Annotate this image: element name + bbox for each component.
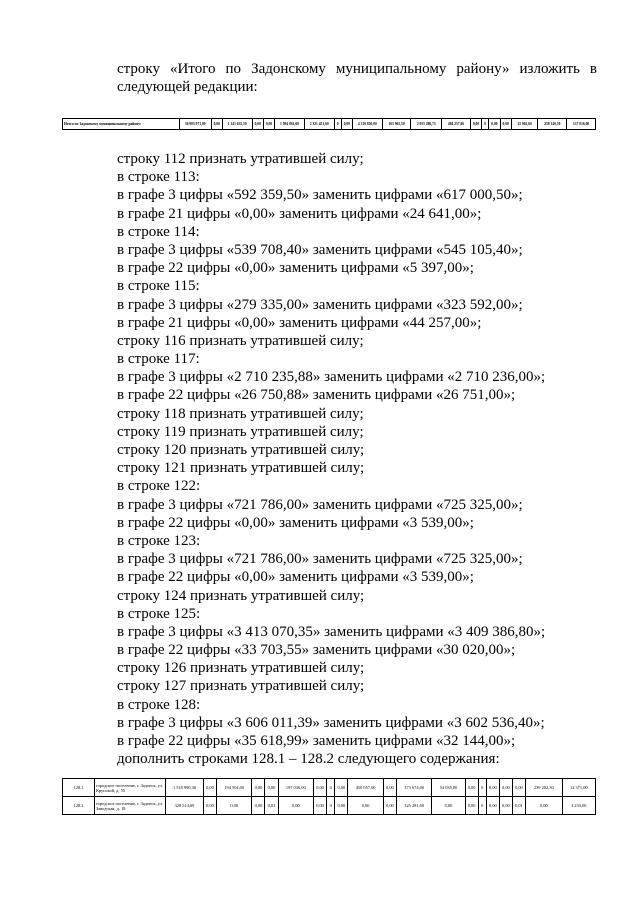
total-cell: 2 321 451,60: [304, 119, 334, 130]
amendment-line: в графе 3 цифры «279 335,00» заменить цифрами «323 592,00»;: [117, 296, 523, 313]
value-cell: 0,00: [265, 779, 278, 797]
amendment-line: дополнить строками 128.1 – 128.2 следующего содержания:: [117, 751, 500, 768]
total-cell: 0: [482, 119, 489, 130]
amendment-line: в строке 117:: [117, 351, 200, 368]
value-cell: 0,00: [252, 797, 265, 815]
total-cell: 0,00: [263, 119, 274, 130]
new-rows-table: [62, 778, 596, 815]
amendment-line: в графе 21 цифры «0,00» заменить цифрами «44 257,00»;: [117, 314, 482, 331]
total-cell: 0,00: [489, 119, 500, 130]
value-cell: 12 371,00: [562, 779, 595, 797]
value-cell: 328 514,69: [166, 797, 204, 815]
value-cell: 194 504,00: [216, 779, 252, 797]
total-row: [63, 119, 596, 130]
value-cell: 0,00: [432, 797, 465, 815]
value-cell: 0,00: [203, 797, 216, 815]
amendment-line: в графе 22 цифры «0,00» заменить цифрами «5 397,00»;: [117, 260, 474, 277]
amendment-line: в графе 21 цифры «0,00» заменить цифрами «24 641,00»;: [117, 205, 482, 222]
value-cell: 0,00: [252, 779, 265, 797]
value-cell: 0,00: [216, 797, 252, 815]
amendment-line: в строке 128:: [117, 696, 201, 713]
total-cell: 1 994 861,60: [275, 119, 305, 130]
amendment-line: в графе 3 цифры «721 786,00» заменить цифрами «725 325,00»;: [117, 496, 523, 513]
value-cell: 0,01: [265, 797, 278, 815]
amendment-line: в строке 125:: [117, 605, 201, 622]
amendment-line: в графе 22 цифры «0,00» заменить цифрами «3 539,00»;: [117, 569, 474, 586]
row-number-cell: 128.2: [63, 797, 95, 815]
amendment-line: строку 126 признать утратившей силу;: [117, 660, 365, 677]
amendment-line: в строке 115:: [117, 278, 200, 295]
total-cell: 1 341 635,50: [222, 119, 252, 130]
amendment-line: в графе 3 цифры «721 786,00» заменить цифрами «725 325,00»;: [117, 551, 523, 568]
amendment-line: в строке 122:: [117, 478, 201, 495]
total-cell: 0,00: [500, 119, 511, 130]
table-row-128-2: [63, 797, 596, 815]
total-cell: 0,00: [252, 119, 263, 130]
amendment-line: в графе 22 цифры «35 618,99» заменить цифрами «32 144,00»;: [117, 733, 516, 749]
value-cell: 0,00: [512, 779, 525, 797]
value-cell: 0,00: [335, 779, 348, 797]
total-cell: 4 310 850,00: [353, 119, 383, 130]
total-cell: 0,00: [211, 119, 222, 130]
amendment-line: в графе 22 цифры «33 703,55» заменить цифрами «30 020,00»;: [117, 642, 516, 659]
amendment-line: в графе 3 цифры «592 359,50» заменить цифрами «617 000,50»;: [117, 187, 523, 204]
intro-line-2: следующей редакции:: [117, 79, 258, 95]
value-cell: 54 035,00: [432, 779, 465, 797]
value-cell: 0: [327, 797, 335, 815]
amendment-line: в строке 113:: [117, 169, 200, 186]
value-cell: 0,00: [383, 797, 396, 815]
total-cell: 0,00: [341, 119, 352, 130]
value-cell: 0,00: [486, 779, 499, 797]
value-cell: 325 281,69: [396, 797, 432, 815]
total-cell: 137 016,00: [567, 119, 596, 130]
value-cell: 0,00: [465, 797, 478, 815]
value-cell: 0,00: [203, 779, 216, 797]
intro-paragraph: [117, 60, 597, 96]
value-cell: 373 674,00: [396, 779, 432, 797]
value-cell: 0,00: [499, 797, 512, 815]
value-cell: 1 518 990,30: [166, 779, 204, 797]
amendment-line: в графе 3 цифры «539 708,40» заменить цифрами «545 105,40»;: [117, 241, 523, 258]
value-cell: 0,00: [486, 797, 499, 815]
amendment-line: строку 127 признать утратившей силу;: [117, 678, 365, 695]
amendment-line: строку 116 признать утратившей силу;: [117, 332, 364, 349]
total-cell: 36 905 971,09: [179, 119, 211, 130]
value-cell: 239 202,30: [525, 779, 562, 797]
amendment-line: в графе 22 цифры «0,00» заменить цифрами «3 539,00»;: [117, 514, 474, 531]
amendment-line: в графе 22 цифры «26 750,88» заменить цифрами «26 751,00»;: [117, 387, 516, 404]
amendment-line: строку 121 признать утратившей силу;: [117, 460, 365, 477]
total-cell: 2 955 286,75: [411, 119, 442, 130]
total-cell: 25 962,60: [511, 119, 538, 130]
value-cell: 0,00: [465, 779, 478, 797]
total-cell: 0,00: [470, 119, 481, 130]
amendment-line: в графе 3 цифры «2 710 235,88» заменить цифрами «2 710 236,00»;: [117, 369, 546, 386]
value-cell: 0,00: [348, 797, 384, 815]
amendment-line: строку 124 признать утратившей силу;: [117, 587, 365, 604]
value-cell: 0,00: [383, 779, 396, 797]
address-cell: городское поселение, г. Задонск, ул. Заводская, д. 18: [94, 797, 165, 815]
amendment-line: строку 120 признать утратившей силу;: [117, 442, 365, 458]
amendment-line: в строке 123:: [117, 532, 201, 549]
value-cell: 0: [327, 779, 335, 797]
value-cell: 197 036,00: [278, 779, 314, 797]
value-cell: 0,00: [278, 797, 314, 815]
amendment-line: в строке 114:: [117, 223, 200, 240]
amendment-line: строку 118 признать утратившей силу;: [117, 405, 364, 422]
total-cell: 0: [334, 119, 341, 130]
value-cell: 0: [478, 779, 486, 797]
value-cell: 0,00: [525, 797, 562, 815]
total-cell: 484 257,66: [442, 119, 471, 130]
amendment-line: строку 119 признать утратившей силу;: [117, 423, 364, 440]
total-cell: 258 140,30: [538, 119, 567, 130]
amendment-list: [117, 150, 597, 768]
value-cell: 0,00: [335, 797, 348, 815]
total-cell-label: Итого по Задонскому муниципальному району:: [63, 119, 180, 130]
value-cell: 0,00: [314, 797, 327, 815]
value-cell: 0,00: [314, 779, 327, 797]
value-cell: 3 233,00: [562, 797, 595, 815]
total-table: [62, 118, 596, 130]
intro-line-1: строку «Итого по Задонскому муниципальному району» изложить в: [117, 61, 597, 77]
value-cell: 0: [478, 797, 486, 815]
amendment-line: в графе 3 цифры «3 606 011,39» заменить цифрами «3 602 536,40»;: [117, 714, 545, 731]
row-number-cell: 128.1: [63, 779, 95, 797]
amendment-line: строку 112 признать утратившей силу;: [117, 151, 364, 167]
amendment-line: в графе 3 цифры «3 413 070,35» заменить цифрами «3 409 386,80»;: [117, 623, 546, 640]
address-cell: городское поселение, г. Задонск, ул. Крупской, д. 55: [94, 779, 165, 797]
value-cell: 0,00: [499, 779, 512, 797]
total-cell: 165 965,50: [382, 119, 411, 130]
table-row-128-1: [63, 779, 596, 797]
value-cell: 0,01: [512, 797, 525, 815]
value-cell: 450 057,00: [348, 779, 384, 797]
